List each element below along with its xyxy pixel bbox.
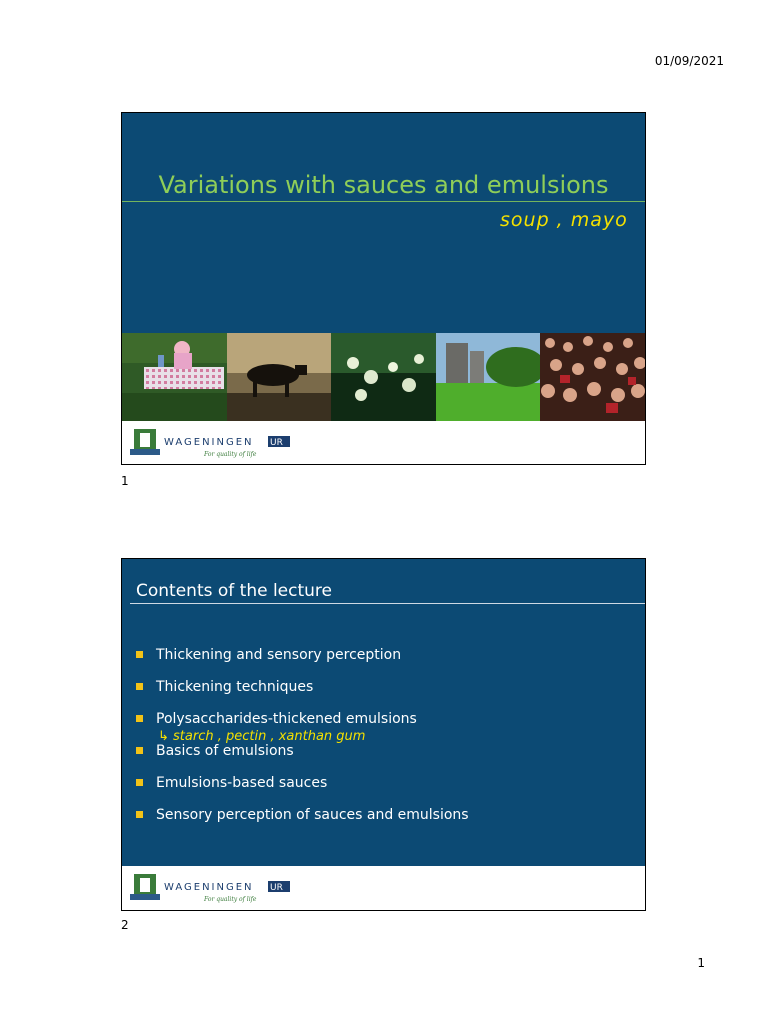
- slide-1-number: 1: [121, 474, 129, 488]
- bullet-item: Emulsions-based sauces: [136, 773, 469, 805]
- bullet-item: Sensory perception of sauces and emulsions: [136, 805, 469, 837]
- svg-text:For quality of life: For quality of life: [204, 896, 257, 903]
- slide-footer: [122, 866, 645, 910]
- slide-2: [121, 558, 646, 911]
- svg-text:WAGENINGEN: WAGENINGEN: [164, 882, 254, 893]
- bullet-item: Basics of emulsions: [136, 741, 469, 773]
- bullet-item: Polysaccharides-thickened emulsions: [136, 709, 469, 741]
- page-number: 1: [697, 956, 705, 970]
- slide-2-number: 2: [121, 918, 129, 932]
- wageningen-logo: [130, 427, 300, 459]
- handwritten-annotation: ↳ starch , pectin , xanthan gum: [158, 729, 366, 744]
- title-rule: [130, 603, 645, 604]
- svg-text:UR: UR: [270, 883, 283, 893]
- handwritten-annotation: soup , mayo: [500, 209, 628, 231]
- title-rule: [122, 201, 645, 202]
- photo-picnic: [122, 333, 227, 422]
- photo-strip: [122, 333, 645, 422]
- photo-city-park: [436, 333, 541, 422]
- bullet-item: Thickening techniques: [136, 677, 469, 709]
- svg-text:For quality of life: For quality of life: [204, 451, 257, 458]
- photo-cow: [227, 333, 332, 422]
- svg-text:WAGENINGEN: WAGENINGEN: [164, 437, 254, 448]
- slide-1-title: Variations with sauces and emulsions: [158, 171, 609, 199]
- photo-flowers: [331, 333, 436, 422]
- svg-text:UR: UR: [270, 438, 283, 448]
- slide-1: [121, 112, 646, 465]
- bullet-item: Thickening and sensory perception: [136, 645, 469, 677]
- photo-crowd: [540, 333, 645, 422]
- slide-footer: [122, 421, 645, 464]
- document-date: 01/09/2021: [654, 54, 724, 68]
- slide-2-title: Contents of the lecture: [136, 581, 333, 601]
- wageningen-logo: [130, 872, 300, 904]
